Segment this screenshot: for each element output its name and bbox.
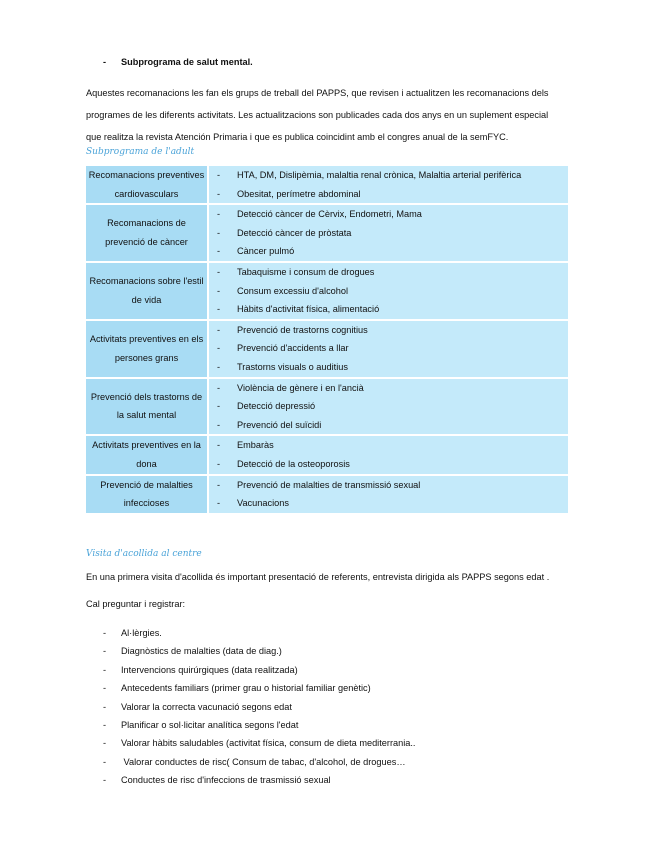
bullet-dash: -: [103, 720, 107, 731]
intro-paragraph: [86, 82, 586, 148]
bullet-dash: -: [217, 227, 221, 238]
program-item: [209, 321, 568, 340]
program-item-text: HTA, DM, Dislipèmia, malaltia renal crònica, Malaltia arterial perifèrica: [237, 170, 522, 180]
bullet-dash: -: [217, 209, 221, 220]
program-item-text: Vacunacions: [237, 498, 289, 509]
program-items-list: [209, 379, 568, 435]
bullet-dash: -: [217, 440, 221, 451]
program-items-list: [209, 166, 568, 203]
program-item: [209, 397, 568, 416]
program-item-text: Prevenció d'accidents a llar: [237, 343, 349, 354]
program-items: [209, 263, 568, 321]
program-item: [209, 166, 568, 185]
intro-line: Aquestes recomanacions les fan els grups de treball del PAPPS, que revisen i actualitzen les recomanacions dels: [86, 88, 549, 98]
program-item-text: Prevenció de malalties de transmissió sexual: [237, 479, 421, 490]
bullet-dash: -: [217, 498, 221, 509]
visita-paragraph: En una primera visita d'acollida és important presentació de referents, entrevista dirigida als PAPPS segons edat .: [86, 572, 550, 582]
program-item-text: Detecció de la osteoporosis: [237, 458, 350, 469]
program-item: [209, 476, 568, 495]
program-item: [209, 416, 568, 435]
program-table-row: [86, 476, 568, 515]
program-items-list: [209, 205, 568, 261]
program-items: [209, 205, 568, 263]
list-item-text: Al·lèrgies.: [121, 628, 162, 638]
program-item: [209, 224, 568, 243]
program-table-row: [86, 166, 568, 205]
program-item: [209, 300, 568, 319]
program-table: [86, 166, 568, 515]
section-title-adult: Subprograma de l'adult: [86, 147, 195, 157]
program-item: [209, 242, 568, 261]
bullet-dash: -: [217, 246, 221, 257]
program-category: Activitats preventives en la dona: [86, 436, 209, 475]
list-item-text: Planificar o sol·licitar analítica segons l'edat: [121, 720, 299, 731]
list-item: [103, 753, 415, 771]
intro-line: que realitza la revista Atención Primaria i que es publica coincidint amb el congres anual de la semFYC.: [86, 132, 509, 142]
list-item-text: Valorar conductes de risc( Consum de tabac, d'alcohol, de drogues…: [121, 756, 406, 767]
program-table-row: [86, 436, 568, 475]
list-item: [103, 661, 415, 679]
program-category: Activitats preventives en els persones grans: [86, 321, 209, 379]
program-item-text: Violència de gènere i en l'ancià: [237, 382, 364, 393]
program-items: [209, 166, 568, 205]
bullet-dash: -: [217, 304, 221, 315]
program-item: [209, 379, 568, 398]
program-category: Recomanacions preventives cardiovasculars: [86, 166, 209, 205]
program-item: [209, 282, 568, 301]
bullet-dash: -: [217, 361, 221, 372]
program-category: Recomanacions de prevenció de càncer: [86, 205, 209, 263]
subprogram-heading: [103, 57, 253, 68]
list-item: [103, 698, 415, 716]
bullet-dash: -: [103, 628, 107, 638]
list-item-text: Valorar la correcta vacunació segons edat: [121, 701, 292, 712]
list-item: [103, 734, 415, 752]
list-item-text: Antecedents familiars (primer grau o historial familiar genètic): [121, 683, 371, 694]
program-item-text: Prevenció del suïcidi: [237, 419, 322, 430]
program-item: [209, 436, 568, 455]
program-items: [209, 379, 568, 437]
list-item-text: Diagnòstics de malalties (data de diag.): [121, 646, 282, 657]
program-item-text: Obesitat, perímetre abdominal: [237, 188, 361, 199]
program-item-text: Consum excessiu d'alcohol: [237, 285, 349, 296]
program-table-row: [86, 263, 568, 321]
program-item-text: Trastorns visuals o auditius: [237, 361, 348, 372]
program-item: [209, 494, 568, 513]
list-item: [103, 624, 415, 642]
program-table-row: [86, 321, 568, 379]
program-items: [209, 321, 568, 379]
bullet-dash: -: [103, 646, 107, 657]
program-items: [209, 436, 568, 475]
list-item: [103, 679, 415, 697]
program-items-list: [209, 321, 568, 377]
bullet-dash: -: [217, 285, 221, 296]
program-item: [209, 205, 568, 224]
program-item-text: Embaràs: [237, 440, 274, 451]
cal-preguntar-text: Cal preguntar i registrar:: [86, 599, 186, 609]
bullet-dash: -: [217, 401, 221, 412]
bullet-dash: -: [103, 775, 107, 786]
program-items-list: [209, 476, 568, 513]
program-item: [209, 455, 568, 474]
program-table-row: [86, 379, 568, 437]
subprogram-heading-text: Subprograma de salut mental.: [121, 57, 253, 67]
program-category: Recomanacions sobre l'estil de vida: [86, 263, 209, 321]
list-item-text: Conductes de risc d'infeccions de trasmissió sexual: [121, 775, 331, 786]
program-items-list: [209, 436, 568, 473]
program-item-text: Detecció depressió: [237, 401, 316, 412]
list-item-text: Intervencions quirúrgiques (data realitzada): [121, 664, 298, 675]
bullet-dash: -: [217, 479, 221, 490]
bullet-dash: -: [103, 683, 107, 694]
section-title-visita: Visita d'acollida al centre: [86, 549, 202, 559]
program-item-text: Càncer pulmó: [237, 246, 295, 257]
program-category: Prevenció de malalties infeccioses: [86, 476, 209, 515]
program-items-list: [209, 263, 568, 319]
bullet-dash: -: [217, 170, 221, 180]
program-item-text: Tabaquisme i consum de drogues: [237, 266, 375, 277]
list-item: [103, 642, 415, 660]
bullet-dash: -: [217, 324, 221, 335]
program-item-text: Prevenció de trastorns cognitius: [237, 324, 368, 335]
bullet-dash: -: [217, 419, 221, 430]
program-category: Prevenció dels trastorns de la salut mental: [86, 379, 209, 437]
program-table-row: [86, 205, 568, 263]
program-item: [209, 339, 568, 358]
bullet-dash: -: [103, 738, 107, 749]
intro-line: programes de les diferents activitats. Les actualitzacions son publicades cada dos anys en un suplement especial: [86, 110, 549, 120]
bullet-dash: -: [217, 188, 221, 199]
program-item-text: Detecció càncer de Cèrvix, Endometri, Mama: [237, 209, 422, 220]
bullet-dash: -: [217, 343, 221, 354]
program-item-text: Detecció càncer de pròstata: [237, 227, 352, 238]
program-item: [209, 185, 568, 204]
list-item-text: Valorar hàbits saludables (activitat física, consum de dieta mediterrania..: [121, 738, 416, 749]
program-item: [209, 263, 568, 282]
bullet-dash: -: [103, 664, 107, 675]
bullet-dash: -: [217, 458, 221, 469]
bullet-dash: -: [103, 701, 107, 712]
bullet-dash: -: [103, 57, 107, 67]
register-list: [103, 624, 415, 790]
list-item: [103, 771, 415, 789]
program-item-text: Hàbits d'activitat física, alimentació: [237, 304, 380, 315]
program-item: [209, 358, 568, 377]
bullet-dash: -: [217, 266, 221, 277]
program-items: [209, 476, 568, 515]
list-item: [103, 716, 415, 734]
bullet-dash: -: [103, 756, 107, 767]
bullet-dash: -: [217, 382, 221, 393]
